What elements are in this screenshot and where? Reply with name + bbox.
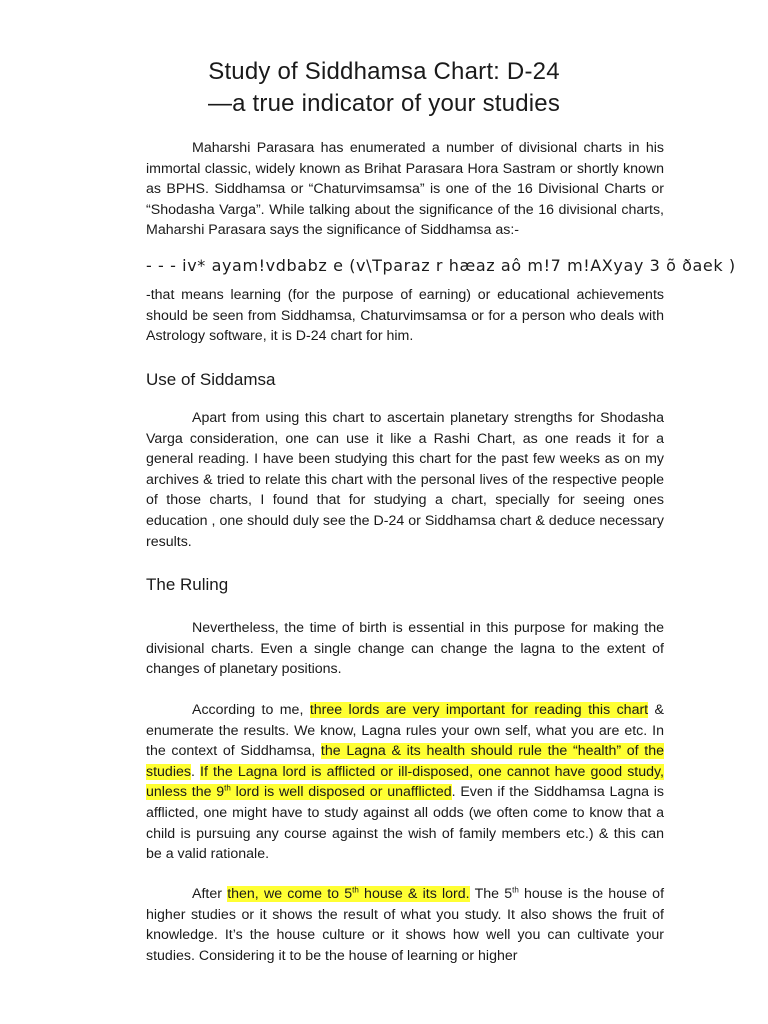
superscript-th: th [224, 783, 231, 793]
section-heading-use-of-siddamsa: Use of Siddamsa [146, 370, 276, 389]
ruling-paragraph-1 [146, 618, 664, 680]
ruling-paragraph-3 [146, 884, 664, 966]
ruling-p2-text-b: & enumerate the results. We know, Lagna rules your own self, what you are etc. In the context of Siddhamsa, [146, 702, 665, 760]
use-of-siddamsa-text: Apart from using this chart to ascertain planetary strengths for Shodasha Varga consideration, one can use it like a Rashi Chart, as one reads it for a general reading. I have been studying this chart for the past few weeks as on my archives & tried to relate this chart with the personal lives of the respective people of those charts, I found that for studying a chart, specially for seeing ones education , one should duly see the D-24 or Siddhamsa chart & deduce necessary results. [146, 410, 664, 550]
verse-explanation: -that means learning (for the purpose of earning) or educational achievements should be seen from Siddhamsa, Chaturvimsamsa or for a person who deals with Astrology software, it is D-24 chart for him. [146, 287, 664, 345]
ruling-p3-text-a: After [192, 886, 228, 902]
section-heading-the-ruling: The Ruling [146, 575, 229, 594]
sanskrit-verse: - - - iv* ayam!vdbabz e (v\Tparaz r hæaz aô m!7 m!AXyay 3 õ ðaek ) [146, 256, 736, 275]
ruling-p2-text-a: According to me, [192, 702, 310, 718]
ruling-p3-text-b: The 5 [469, 886, 513, 902]
highlight-lagna-lord-text-b: lord is well disposed or unafflicted [230, 784, 452, 801]
superscript-th: th [352, 885, 359, 895]
use-of-siddamsa-paragraph [146, 408, 664, 552]
highlight-fifth-house-text-a: then, we come to 5 [227, 886, 353, 902]
highlight-three-lords: three lords are very important for reading this chart [309, 702, 649, 718]
highlight-fifth-house-text-b: house & its lord. [358, 886, 470, 902]
document-title-line1: Study of Siddhamsa Chart: D-24 [208, 58, 560, 85]
highlight-lagna-health: the Lagna & its health should rule the “health” of the studies [146, 743, 664, 780]
ruling-paragraph-1-text: Nevertheless, the time of birth is essential in this purpose for making the divisional charts. Even a single change can change the lagna to the extent of changes of planetary positions. [146, 620, 664, 678]
intro-text: Maharshi Parasara has enumerated a number of divisional charts in his immortal classic, widely known as Brihat Parasara Hora Sastram or shortly known as BPHS. Siddhamsa or “Chaturvimsamsa” is one of the 16 Divisional Charts or “Shodasha Varga”. While talking about the significance of the 16 divisional charts, Maharshi Parasara says the significance of Siddhamsa as:- [146, 140, 664, 239]
ruling-p3-text-c: house is the house of higher studies or it shows the result of what you study. It also shows the fruit of knowledge. It’s the house culture or it shows how well you can cultivate your studies. Considering it to be the house of learning or higher [146, 886, 665, 964]
ruling-p2-text-c: . [190, 763, 201, 780]
document-title-line2: —a true indicator of your studies [207, 90, 561, 117]
highlight-lagna-lord-text-a: If the Lagna lord is afflicted or ill-disposed, one cannot have good study, unless the 9 [146, 763, 665, 801]
superscript-th: th [512, 885, 519, 895]
highlight-fifth-house [227, 886, 469, 902]
ruling-paragraph-2 [146, 700, 664, 865]
intro-paragraph [146, 138, 664, 241]
ruling-p2-text-d: . Even if the Siddhamsa Lagna is afflicted, one might have to study against all odds (we often come to know that a child is pursuing any course against the wish of family members etc.) & this can be a valid rationale. [146, 784, 664, 863]
